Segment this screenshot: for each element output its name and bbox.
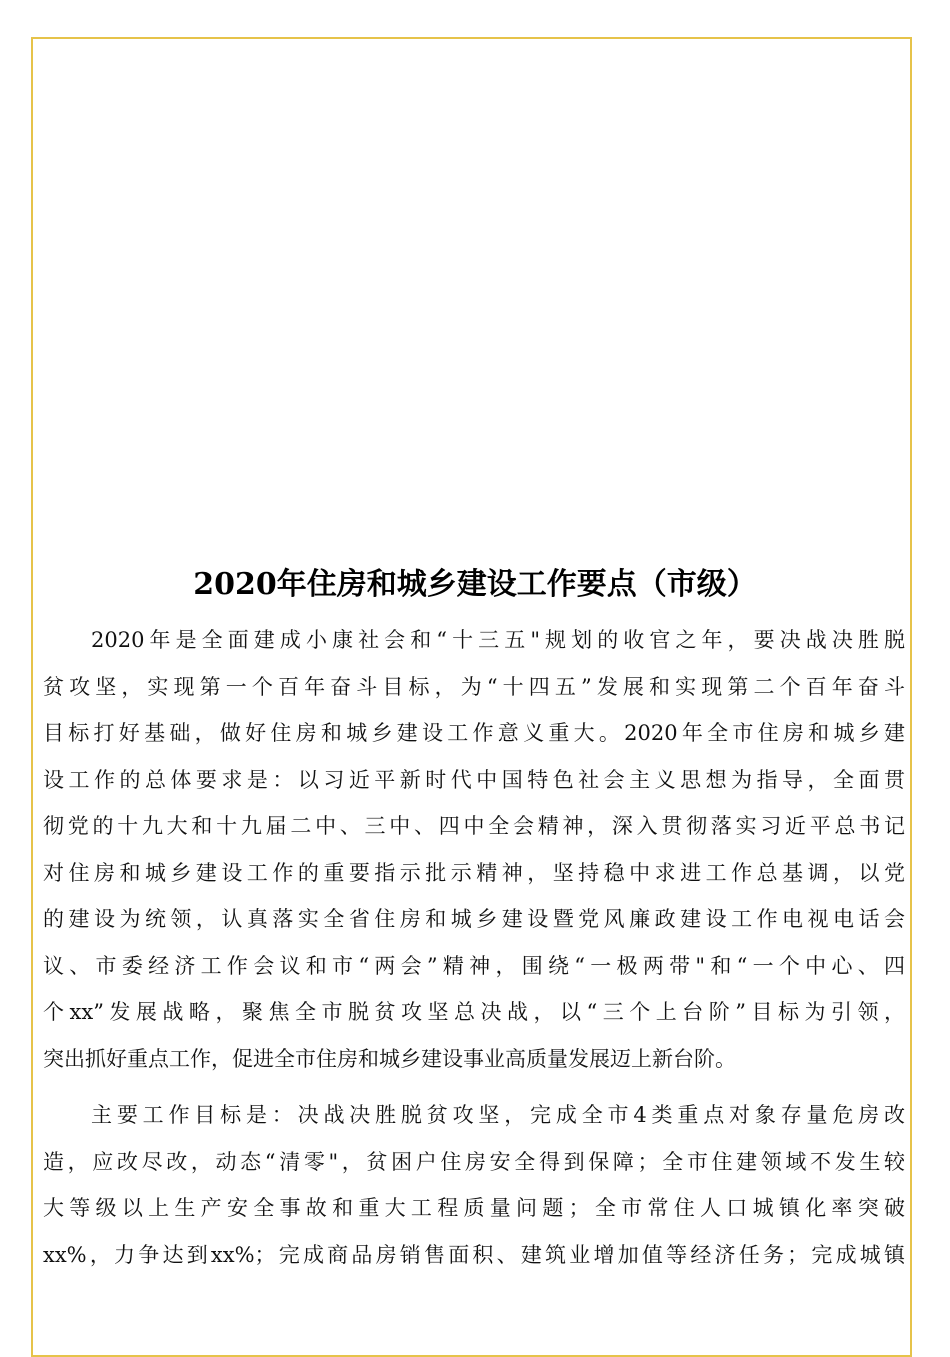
text-line: 个xx”发展战略，聚焦全市脱贫攻坚总决战，以“三个上台阶”目标为引领， (43, 1000, 905, 1024)
text-line: xx%，力争达到xx%；完成商品房销售面积、建筑业增加值等经济任务；完成城镇 (43, 1242, 905, 1267)
text-line: 彻党的十九大和十九届二中、三中、四中全会精神，深入贯彻落实习近平总书记 (43, 814, 905, 838)
text-line: 主要工作目标是：决战决胜脱贫攻坚，完成全市4类重点对象存量危房改 (91, 1103, 905, 1127)
text-line: 目标打好基础，做好住房和城乡建设工作意义重大。2020年全市住房和城乡建 (43, 721, 905, 745)
document-title: 2020年住房和城乡建设工作要点（市级） (193, 567, 757, 602)
document-body (43, 617, 905, 1278)
text-line: 设工作的总体要求是：以习近平新时代中国特色社会主义思想为指导，全面贯 (43, 767, 905, 792)
text-line: 对住房和城乡建设工作的重要指示批示精神，坚持稳中求进工作总基调，以党 (43, 860, 905, 885)
paragraph-overall-requirements (43, 617, 905, 1082)
text-line: 贫攻坚，实现第一个百年奋斗目标，为“十四五”发展和实现第二个百年奋斗 (43, 674, 905, 699)
paragraph-main-targets (43, 1092, 905, 1278)
text-line: 大等级以上生产安全事故和重大工程质量问题；全市常住人口城镇化率突破 (43, 1196, 905, 1220)
text-line: 议、市委经济工作会议和市“两会”精神，围绕“一极两带"和“一个中心、四 (43, 953, 905, 978)
text-line: 2020年是全面建成小康社会和“十三五"规划的收官之年，要决战决胜脱 (91, 628, 905, 652)
text-line: 造，应改尽改，动态“清零"，贫困户住房安全得到保障；全市住建领域不发生较 (43, 1149, 905, 1174)
text-line: 突出抓好重点工作，促进全市住房和城乡建设事业高质量发展迈上新台阶。 (43, 1046, 736, 1071)
text-line: 的建设为统领，认真落实全省住房和城乡建设暨党风廉政建设工作电视电话会 (43, 907, 905, 931)
